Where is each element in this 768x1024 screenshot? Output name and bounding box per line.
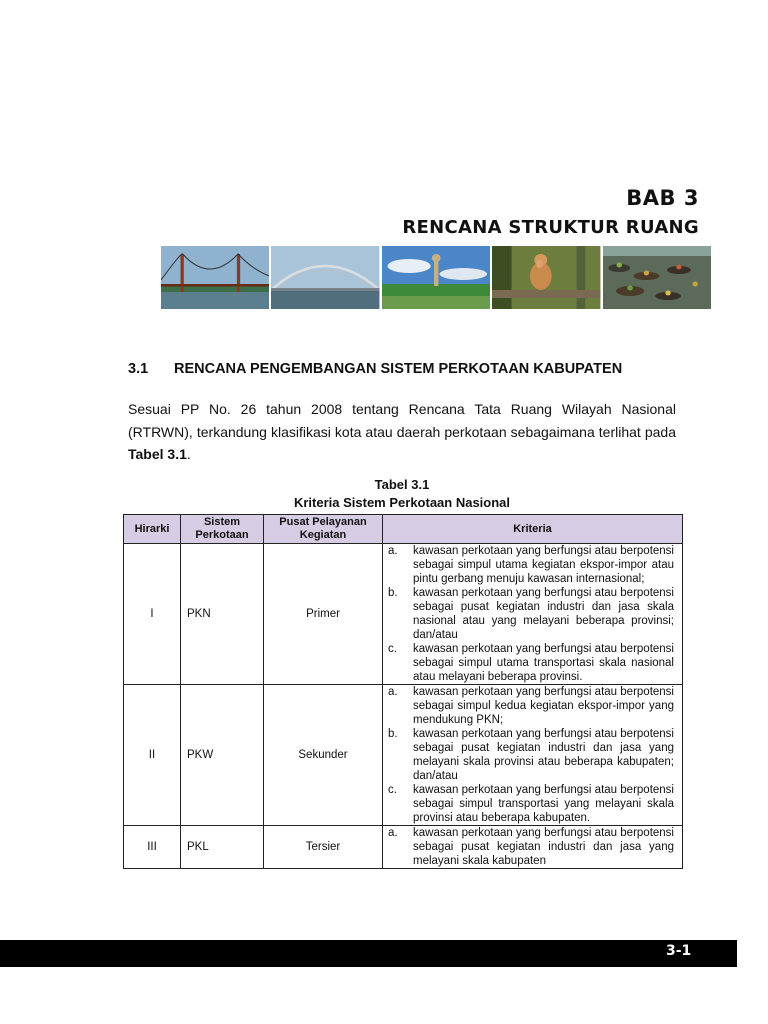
table-row — [124, 544, 683, 685]
criterion-text: kawasan perkotaan yang berfungsi atau berpotensi sebagai pusat kegiatan industri dan jasa yang melayani skala kabupaten — [413, 827, 674, 867]
cell-sistem: PKN — [181, 544, 264, 685]
criterion-item — [388, 642, 674, 684]
cell-kriteria — [383, 685, 683, 826]
table-row — [124, 685, 683, 826]
criterion-item — [388, 586, 674, 642]
chapter-title: RENCANA STRUKTUR RUANG — [402, 217, 699, 238]
cell-pusat: Sekunder — [264, 685, 383, 826]
page-number: 3-1 — [666, 943, 692, 959]
criterion-letter: a. — [388, 827, 398, 839]
suspension-bridge-photo — [161, 246, 269, 309]
criterion-text: kawasan perkotaan yang berfungsi atau berpotensi sebagai simpul utama kegiatan ekspor-impor atau pintu gerbang menuju kawasan internasional; — [413, 545, 674, 585]
criterion-item — [388, 783, 674, 825]
chapter-number: BAB 3 — [626, 186, 699, 210]
header-kriteria: Kriteria — [383, 515, 683, 544]
cell-hirarki: II — [124, 685, 181, 826]
cell-kriteria — [383, 544, 683, 685]
table-caption — [122, 476, 682, 512]
section-heading — [128, 361, 688, 377]
intro-paragraph — [128, 398, 676, 466]
table-number: Tabel 3.1 — [374, 477, 430, 492]
criterion-letter: a. — [388, 545, 398, 557]
table-header-row — [124, 515, 683, 544]
criterion-letter: b. — [388, 587, 398, 599]
criterion-item — [388, 544, 674, 586]
criteria-table — [123, 514, 683, 869]
cell-hirarki: I — [124, 544, 181, 685]
criterion-letter: c. — [388, 643, 397, 655]
criterion-letter: c. — [388, 784, 397, 796]
table-title: Kriteria Sistem Perkotaan Nasional — [293, 495, 511, 510]
criterion-text: kawasan perkotaan yang berfungsi atau berpotensi sebagai simpul utama transportasi skala nasional atau melayani beberapa provinsi. — [413, 643, 674, 683]
proboscis-monkey-photo — [492, 246, 600, 309]
cell-hirarki: III — [124, 826, 181, 869]
criterion-item — [388, 826, 674, 868]
header-pusat-pelayanan: Pusat Pelayanan Kegiatan — [264, 515, 383, 544]
photo-banner — [161, 246, 711, 309]
floating-market-photo — [603, 246, 711, 309]
cell-sistem: PKL — [181, 826, 264, 869]
paragraph-text: Sesuai PP No. 26 tahun 2008 tentang Rencana Tata Ruang Wilayah Nasional (RTRWN), terkandung klasifikasi kota atau daerah perkotaan sebagaimana terlihat pada — [128, 401, 676, 440]
monument-park-photo — [382, 246, 490, 309]
cell-sistem: PKW — [181, 685, 264, 826]
criterion-item — [388, 727, 674, 783]
table-reference: Tabel 3.1 — [128, 446, 187, 462]
arch-bridge-photo — [271, 246, 379, 309]
footer-bar — [0, 940, 737, 967]
criterion-letter: b. — [388, 728, 398, 740]
criterion-letter: a. — [388, 686, 398, 698]
criterion-text: kawasan perkotaan yang berfungsi atau berpotensi sebagai simpul kedua kegiatan ekspor-impor yang mendukung PKN; — [413, 686, 674, 726]
criterion-text: kawasan perkotaan yang berfungsi atau berpotensi sebagai pusat kegiatan industri dan jasa yang melayani skala provinsi atau beberapa kabupaten; dan/atau — [413, 728, 674, 782]
section-title: RENCANA PENGEMBANGAN SISTEM PERKOTAAN KABUPATEN — [174, 361, 623, 377]
cell-kriteria — [383, 826, 683, 869]
cell-pusat: Tersier — [264, 826, 383, 869]
criterion-text: kawasan perkotaan yang berfungsi atau berpotensi sebagai simpul transportasi yang melayani skala provinsi atau beberapa kabupaten. — [413, 784, 674, 824]
header-hirarki: Hirarki — [124, 515, 181, 544]
paragraph-end: . — [186, 446, 191, 462]
section-number: 3.1 — [128, 361, 149, 377]
criterion-text: kawasan perkotaan yang berfungsi atau berpotensi sebagai pusat kegiatan industri dan jasa skala nasional atau yang melayani beberapa provinsi; dan/atau — [413, 587, 674, 641]
criterion-item — [388, 685, 674, 727]
header-sistem-perkotaan: Sistem Perkotaan — [181, 515, 264, 544]
table-row — [124, 826, 683, 869]
cell-pusat: Primer — [264, 544, 383, 685]
